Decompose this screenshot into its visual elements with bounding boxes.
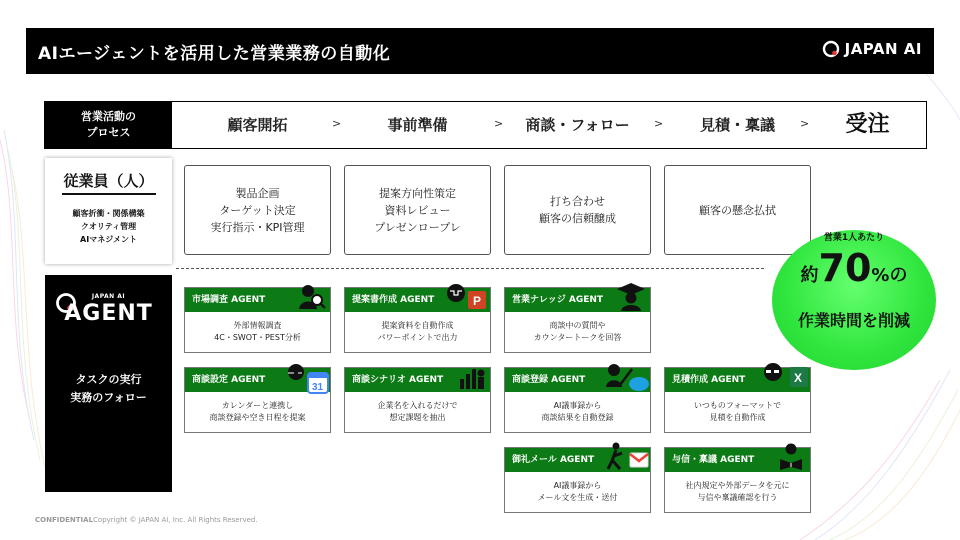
stage-arrow: > [494,117,504,130]
agent-card-title: 商談設定 AGENT [192,375,266,385]
agent-desc-line: メール文を生成・送付 [537,493,618,502]
agent-card-meeting-registration[interactable] [504,367,651,433]
time-reduction-highlight [772,230,936,370]
agent-card-desc [665,472,810,512]
agent-desc-line: パワーポイントで出力 [377,333,458,342]
human-task-line: 顧客の信頼醸成 [539,212,616,225]
agent-card-title: 商談シナリオ AGENT [352,375,444,385]
agent-card-desc [505,312,650,352]
section-divider [176,268,764,269]
chart-person-icon [456,361,486,391]
calendar-icon [284,361,330,395]
magnifier-person-icon [296,281,326,311]
agent-desc-line: 与信や稟議確認を行う [697,493,778,502]
employee-heading: 従業員（人） [63,172,154,190]
highlight-line3: 作業時間を削減 [797,311,910,330]
human-task-line: 打ち合わせ [550,195,605,208]
human-task-card [504,165,651,255]
agent-desc-line: 見積を自動作成 [709,413,766,422]
agent-card-title: 提案書作成 AGENT [352,295,435,305]
human-task-line: 製品企画 [235,186,280,200]
agent-card-title: 与信・稟議 AGENT [672,455,755,465]
highlight-content [772,230,936,243]
svg-text:P: P [473,294,482,308]
stage-arrow: > [332,117,342,130]
agent-desc-line: 外部情報調査 [233,321,282,330]
sales-process-bar [44,101,927,149]
excel-icon [760,361,810,393]
footer-confidential: CONFIDENTIAL [35,516,94,524]
agent-card-meeting-setting[interactable] [184,367,331,433]
stage-preparation: 事前準備 [387,116,448,134]
highlight-suffix: %の [871,265,908,286]
agent-card-header [345,288,490,312]
agent-card-title: 市場調査 AGENT [192,295,266,305]
agent-card-header [505,368,650,392]
highlight-prefix: 約 [800,265,819,286]
header-logo-text: JAPAN AI [844,40,922,58]
stage-arrow: > [800,117,810,130]
agent-card-title: 御礼メール AGENT [512,455,595,465]
agent-desc-line: 商談結果を自動登録 [541,413,614,422]
stage-order: 受注 [845,112,890,137]
header-logo [822,40,922,58]
slide-header [26,28,934,74]
graduate-icon [616,281,646,311]
agent-desc-line: AI議事録から [553,481,602,490]
human-task-line: 実行指示・KPI管理 [210,220,305,234]
agent-desc-line: 社内規定や外部データを元に [685,481,790,490]
human-task-card [184,165,331,255]
agent-card-desc [185,312,330,352]
agent-desc-line: 商談登録や空き日程を提案 [209,413,306,422]
employee-role: 顧客折衝・関係構築 [72,209,145,218]
agent-panel-line1: タスクの実行 [75,373,142,386]
agent-card-header [345,368,490,392]
agent-logo-big: AGENT [64,301,153,326]
footer [35,516,258,524]
japan-ai-logo-icon [822,40,840,58]
process-label [45,102,172,148]
agent-card-title: 見積作成 AGENT [672,375,746,385]
agent-desc-line: AI議事録から [553,401,602,410]
human-task-line: 提案方向性策定 [379,186,456,200]
agent-desc-line: カウンタートークを回答 [533,333,622,342]
agent-card-desc [665,392,810,432]
gmail-icon [604,441,650,473]
agent-desc-line: 想定課題を抽出 [389,413,446,422]
agent-card-header [185,288,330,312]
agent-card-desc [345,312,490,352]
agent-card-sales-knowledge[interactable] [504,287,651,353]
footer-copyright: Copyright © JAPAN AI, Inc. All Rights Reserved. [93,516,258,524]
agent-card-thanks-mail[interactable] [504,447,651,513]
highlight-line1: 営業1人あたり [823,233,885,243]
agent-card-title: 営業ナレッジ AGENT [512,295,604,305]
agent-card-estimate[interactable] [664,367,811,433]
slide-title: AIエージェントを活用した営業業務の自動化 [38,43,391,64]
agent-card-title: 商談登録 AGENT [512,375,586,385]
agent-card-header [505,288,650,312]
employee-panel [45,158,172,264]
salesforce-icon [604,361,650,393]
highlight-value: 70 [818,246,872,290]
employee-role: クオリティ管理 [80,222,137,231]
agent-card-desc [345,392,490,432]
agent-card-header [505,448,650,472]
stage-arrow: > [654,117,664,130]
human-task-line: 資料レビュー [384,203,451,217]
agent-card-header [185,368,330,392]
stage-estimate: 見積・稟議 [699,116,775,134]
svg-text:31: 31 [312,382,324,393]
agent-panel-line2: 実務のフォロー [70,391,147,404]
agent-desc-line: 4C・SWOT・PEST分析 [214,333,301,342]
agent-panel [45,275,172,492]
agent-card-desc [505,392,650,432]
agent-desc-line: カレンダーと連携し [221,401,294,410]
agent-card-proposal[interactable] [344,287,491,353]
agent-card-meeting-scenario[interactable] [344,367,491,433]
agent-panel-text [45,371,172,407]
agent-desc-line: 商談中の質問や [549,321,606,330]
agent-card-desc [185,392,330,432]
agent-desc-line: 提案資料を自動作成 [381,321,454,330]
powerpoint-icon [444,281,488,313]
employee-role: AIマネジメント [80,235,137,244]
agent-logo-small: JAPAN AI [91,293,126,300]
human-task-line: ターゲット決定 [219,203,296,217]
stage-prospecting: 顧客開拓 [227,116,288,134]
process-label-line1: 営業活動の [81,110,136,123]
agent-card-market-research[interactable] [184,287,331,353]
agent-desc-line: いつものフォーマットで [693,401,782,410]
agent-card-credit-approval[interactable] [664,447,811,513]
agent-desc-line: 企業名を入れるだけで [377,401,458,410]
highlight-value-line [772,246,936,290]
employee-underline [62,193,156,195]
agent-card-header [665,448,810,472]
human-task-line: 顧客の懸念払拭 [699,203,776,217]
agent-card-header [665,368,810,392]
employee-roles [45,207,172,246]
agent-card-desc [505,472,650,512]
stage-negotiation: 商談・フォロー [525,116,630,134]
human-task-line: プレゼンロープレ [374,220,461,234]
human-task-card [344,165,491,255]
process-label-line2: プロセス [86,126,131,139]
svg-text:X: X [794,371,803,385]
reading-person-icon [776,441,806,471]
